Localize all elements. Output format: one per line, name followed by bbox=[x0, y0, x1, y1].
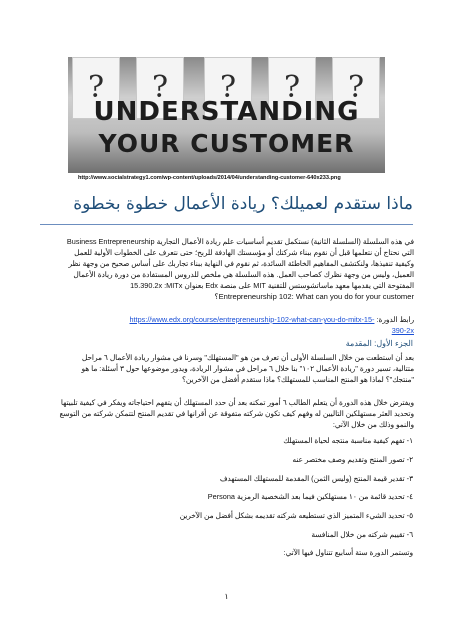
paragraph-line: بعد أن استطعت من خلال السلسلة الأولى أن تعرف من هو "المستهلك" وسرنا في مشوار ريادة الأعمال ٦ مراحل bbox=[81, 353, 414, 362]
closing-text: وتستمر الدورة ستة أسابيع تتناول فيها الآتي: bbox=[283, 548, 413, 557]
question-card: ? bbox=[136, 57, 184, 119]
list-item: ١- تفهم كيفية مناسبة منتجه لحياة المستهلك bbox=[283, 436, 413, 445]
intro-paragraph bbox=[42, 236, 414, 302]
page-number: ١ bbox=[224, 592, 229, 601]
list-item: ٤- تحديد قائمة من ١٠ مستهلكين فيما بعد الشخصية الرمزية Persona bbox=[207, 492, 413, 501]
question-card: ? bbox=[268, 57, 316, 119]
list-item: ٥- تحديد الشيء المتميز الذي تستطيعه شركته تقديمه بشكل أفضل من الآخرين bbox=[179, 511, 413, 520]
intro-line: التي نحتاج أن نتعلمها قبل أن نقوم ببناء شركتك أو مؤسستك الهادفة للربح؛ حتى نتعرف على الخطوات الأولية للعمل bbox=[74, 248, 414, 257]
paragraph-line: متتالية، تسير دورة "ريادة الأعمال ١٠٢" بنا خلال ٦ مراحل في مشوار الريادة، ويدور موضوعها حول ٣ أسئلة: ما هو bbox=[81, 364, 414, 373]
intro-line: Entrepreneurship 102: What can you do for your customer؟ bbox=[214, 292, 414, 301]
question-card: ? bbox=[204, 57, 252, 119]
paragraph-objectives bbox=[42, 397, 414, 430]
paragraph-line: والنمو وذلك من خلال الآتي: bbox=[332, 420, 414, 429]
intro-line: في هذه السلسلة (السلسلة الثانية) نستكمل تقديم أساسيات علم ريادة الأعمال التجارية Business Entrepreneurship bbox=[66, 237, 414, 246]
intro-line: وكيفية تنفيذها، ولنكتشف المفاهيم الخاطئة السائدة، ثم نقوم في النهاية ببناء تجاربك على أساس صحيح من وجهة نظر bbox=[68, 259, 414, 268]
title-rule bbox=[40, 224, 413, 225]
intro-line: العميل، وليس من وجهة نظرك كصاحب العمل. هذه السلسلة هي ملخص للدروس المستفادة من دورة ريادة الأعمال bbox=[73, 270, 414, 279]
paragraph-line: ويفترض خلال هذه الدورة أن يتعلم الطالب ٦ أمور تمكنه بعد أن حدد المستهلك أن يتفهم احتياجاته ويفكر في كيفية تلبيتها bbox=[60, 398, 414, 407]
question-card: ? bbox=[332, 57, 380, 119]
intro-line: المفتوحة التي يقدمها معهد ماساتشوستس للتقنية MIT على منصة Edx بعنوان 15.390.2x :MITx bbox=[130, 281, 414, 290]
paragraph-line: وتحديد العثر مستهلكين التاليين له وفهم كيف تكون شركته متفوقة عن أقرانها في تقديم المنتج لتتمكن شركته من التوسع bbox=[59, 409, 414, 418]
course-link[interactable]: https://www.edx.org/course/entrepreneurship-102-what-can-you-do-mitx-15- bbox=[129, 315, 375, 324]
question-card: ? bbox=[72, 57, 120, 119]
course-link-label: رابط الدورة: bbox=[376, 315, 414, 324]
paragraph-line: "منتجك"؟ لماذا هو المنتج المناسب للمستهلك؟ ماذا ستقدم أفضل من الآخرين؟ bbox=[182, 375, 414, 384]
list-item: ٦- تقييم شركته من خلال المنافسة bbox=[311, 530, 413, 539]
hero-title-line2: YOUR CUSTOMER bbox=[98, 129, 355, 158]
image-url: http://www.socialstrategy1.com/wp-content/uploads/2014/04/understanding-customer-640x233.png bbox=[78, 175, 341, 181]
hero-image bbox=[68, 57, 385, 173]
course-link-continued[interactable]: 390-2x bbox=[391, 326, 414, 335]
section-heading: الجزء الأول: المقدمة bbox=[345, 339, 413, 348]
course-link-block bbox=[42, 314, 414, 336]
paragraph-intro-section bbox=[42, 352, 414, 385]
list-item: ٣- تقدير قيمة المنتج (وليس الثمن) المقدمة للمستهلك المستهدف bbox=[219, 474, 413, 483]
article-title: ماذا ستقدم لعميلك؟ ريادة الأعمال خطوة بخطوة bbox=[73, 194, 413, 214]
list-item: ٢- تصور المنتج وتقديم وصف مختصر عنه bbox=[292, 455, 413, 464]
hero-title-line1: UNDERSTANDING bbox=[93, 97, 360, 127]
